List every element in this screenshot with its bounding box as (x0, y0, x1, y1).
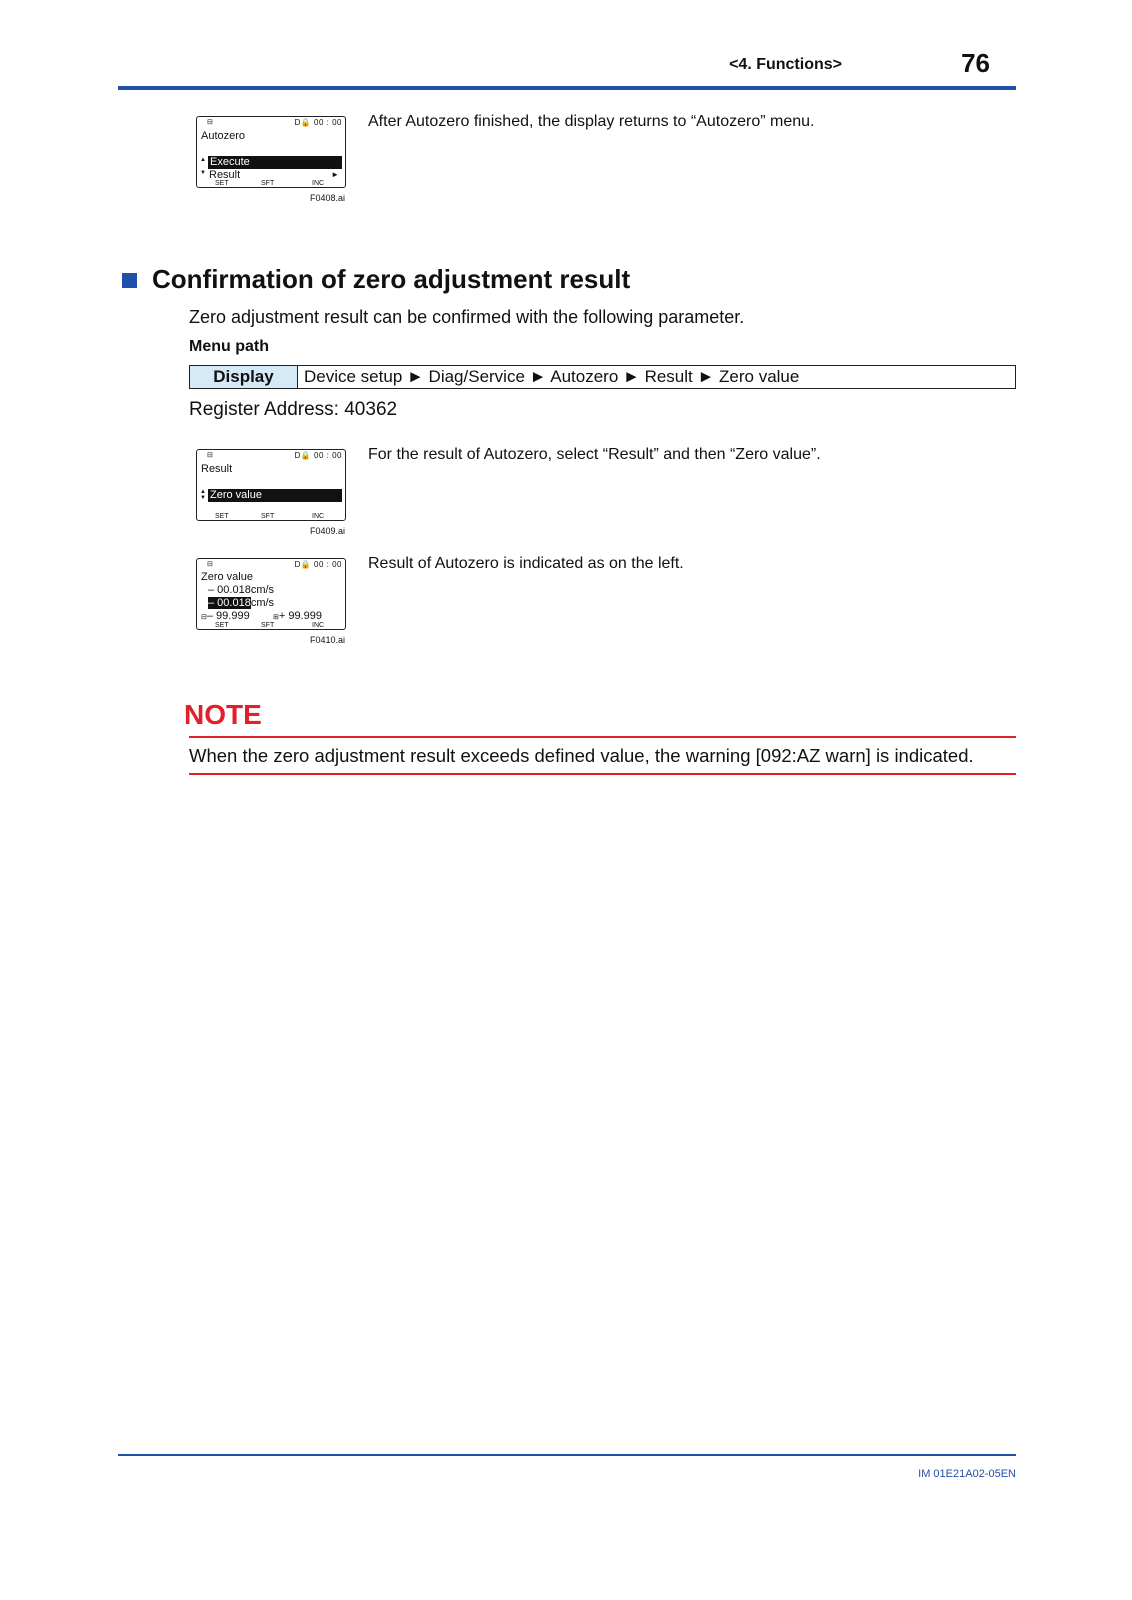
edit-value-highlight: – 00.018 (208, 597, 251, 609)
figure-caption: F0408.ai (310, 193, 346, 203)
menu-path-table (189, 365, 1016, 389)
section-title: Confirmation of zero adjustment result (152, 264, 631, 294)
note-text: When the zero adjustment result exceeds defined value, the warning [092:AZ warn] is indicated. (189, 745, 974, 766)
lcd-screen-result (196, 449, 346, 521)
max-icon: ⊞ (273, 614, 279, 621)
screen-title: Zero value (201, 571, 253, 583)
softkey-set: SET (215, 513, 229, 520)
header-rule (118, 86, 1016, 90)
menu-icon: ⊟ (207, 561, 213, 568)
screen-description: For the result of Autozero, select “Result” and then “Zero value”. (368, 446, 821, 463)
note-rule-top (189, 736, 1016, 738)
note-title: NOTE (184, 699, 262, 730)
figure-caption: F0410.ai (310, 635, 346, 645)
menu-path-label: Menu path (189, 338, 269, 355)
header-section-title: <4. Functions> (729, 56, 842, 73)
softkey-inc: INC (312, 180, 325, 187)
softkey-bar (197, 620, 345, 629)
softkey-sft: SFT (261, 513, 275, 520)
page-number: 76 (961, 48, 990, 78)
softkey-bar (197, 511, 345, 520)
scroll-down-icon: ▼ (200, 495, 206, 501)
register-address: Register Address: 40362 (189, 399, 398, 420)
menu-item-result: Result (209, 169, 241, 181)
min-icon: ⊟ (201, 614, 207, 621)
menu-row-label: Display (190, 366, 298, 388)
scroll-down-icon: ▼ (200, 170, 206, 176)
menu-icon: ⊟ (207, 119, 213, 126)
max-value-text: + 99.999 (278, 610, 322, 622)
screen-description: After Autozero finished, the display returns to “Autozero” menu. (368, 113, 815, 130)
footer-rule (118, 1454, 1016, 1456)
screen-title: Autozero (201, 130, 246, 142)
softkey-bar (197, 178, 345, 187)
menu-icon: ⊟ (207, 452, 213, 459)
screen-title: Result (201, 463, 233, 475)
menu-row-path: Device setup ► Diag/Service ► Autozero ► Result ► Zero value (304, 367, 800, 386)
selected-item: Zero value (208, 489, 342, 502)
softkey-sft: SFT (261, 622, 275, 629)
heading-bullet-icon (122, 273, 137, 288)
lcd-screen-zero-value (196, 558, 346, 630)
softkey-set: SET (215, 622, 229, 629)
min-value-text: – 99.999 (206, 610, 250, 622)
status-indicator: D🔒 00 : 00 (294, 118, 342, 127)
figure-caption: F0409.ai (310, 526, 346, 536)
screen-description: Result of Autozero is indicated as on the left. (368, 555, 684, 572)
softkey-inc: INC (312, 622, 325, 629)
status-indicator: D🔒 00 : 00 (294, 451, 342, 460)
edit-value-unit: cm/s (250, 597, 275, 609)
current-value: – 00.018cm/s (208, 584, 275, 596)
softkey-inc: INC (312, 513, 325, 520)
softkey-sft: SFT (261, 180, 275, 187)
note-rule-bottom (189, 773, 1016, 775)
section-intro: Zero adjustment result can be confirmed with the following parameter. (189, 307, 745, 327)
status-indicator: D🔒 00 : 00 (294, 560, 342, 569)
scroll-up-icon: ▲ (200, 489, 206, 495)
selected-item: Execute (208, 156, 342, 169)
submenu-arrow-icon: ► (331, 170, 339, 179)
lcd-screen-autozero (196, 116, 346, 188)
edit-value (208, 597, 274, 609)
scroll-up-icon: ▲ (200, 157, 206, 163)
document-code: IM 01E21A02-05EN (918, 1468, 1016, 1480)
softkey-set: SET (215, 180, 229, 187)
